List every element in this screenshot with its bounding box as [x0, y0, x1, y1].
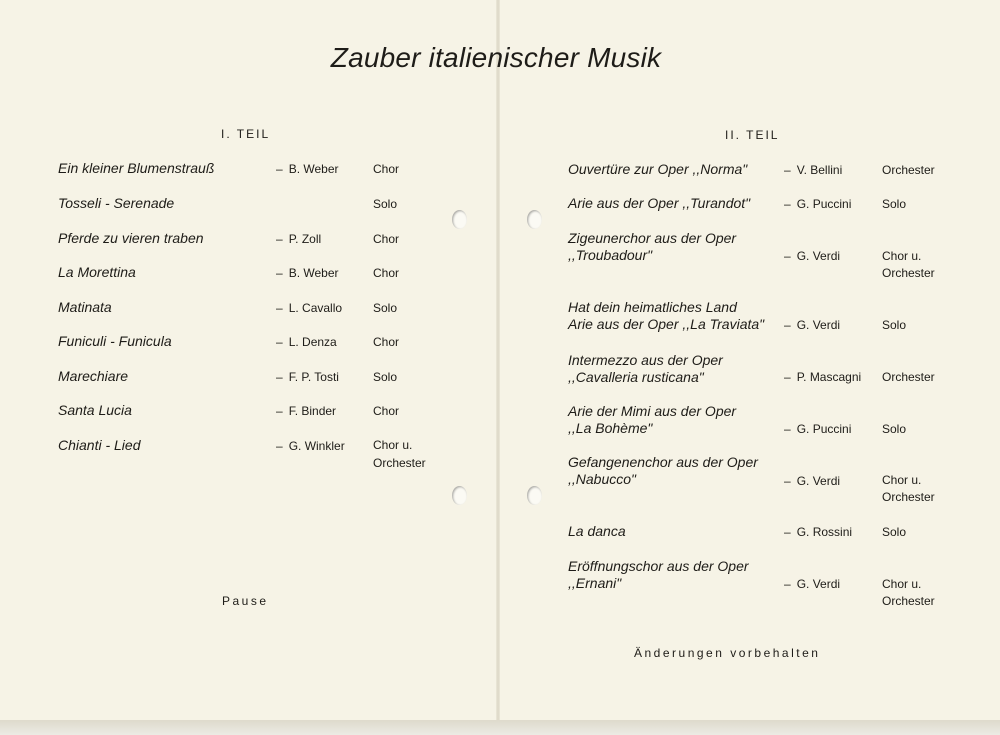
program-item-work: Ouvertüre zur Oper ,,Norma" — [568, 161, 748, 177]
program-item-composer: – L. Cavallo — [276, 301, 343, 315]
center-fold — [496, 0, 500, 720]
program-item-type: Orchester — [882, 163, 935, 177]
page-title: Zauber italienischer Musik — [330, 42, 662, 73]
program-item-type: Chor u. — [882, 577, 922, 591]
program-item-composer: – F. Binder — [276, 404, 337, 418]
program-item-work-line2: ,,Ernani" — [568, 575, 622, 591]
program-item-composer: – G. Verdi — [784, 474, 841, 488]
program-item-type: Chor — [373, 266, 400, 280]
program-item-composer: – G. Verdi — [784, 577, 841, 591]
program-item-work: Matinata — [58, 299, 112, 315]
program-item-work: La danca — [568, 523, 626, 539]
program-item-type: Solo — [373, 370, 398, 384]
program-item-type-line2: Orchester — [882, 490, 935, 504]
punch-hole — [527, 210, 542, 229]
program-item-type: Solo — [882, 197, 907, 211]
program-item-work: Santa Lucia — [58, 402, 132, 418]
program-item-work: Intermezzo aus der Oper — [568, 352, 723, 368]
program-item-work: Marechiare — [58, 368, 129, 384]
program-item-work-line2: ,,La Bohème" — [568, 420, 653, 436]
program-item-type: Chor — [373, 404, 400, 418]
program-item-type: Orchester — [882, 370, 935, 384]
program-item-work: Zigeunerchor aus der Oper — [568, 230, 737, 246]
program-item-work: Eröffnungschor aus der Oper — [568, 558, 749, 574]
program-item-work-line2: Arie aus der Oper ,,La Traviata" — [568, 316, 765, 332]
program-item-composer: – G. Verdi — [784, 318, 841, 332]
program-item-composer: – G. Winkler — [276, 439, 345, 453]
program-item-composer: – G. Puccini — [784, 422, 852, 436]
program-item-composer: – G. Rossini — [784, 525, 853, 539]
program-item-work: Arie der Mimi aus der Oper — [568, 403, 737, 419]
program-item-work-line2: ,,Nabucco" — [568, 471, 637, 487]
program-item-type: Solo — [882, 525, 907, 539]
program-item-type: Chor u. — [882, 249, 922, 263]
punch-hole — [452, 210, 467, 229]
program-item-work: Ein kleiner Blumenstrauß — [58, 160, 215, 176]
program-item-type-line2: Orchester — [882, 594, 935, 608]
program-item-composer: – V. Bellini — [784, 163, 843, 177]
program-item-type: Solo — [882, 422, 907, 436]
scan-edge — [0, 720, 1000, 735]
program-item-work: Hat dein heimatliches Land — [568, 299, 737, 315]
program-item-composer: – B. Weber — [276, 266, 339, 280]
punch-hole — [527, 486, 542, 505]
program-item-work: Arie aus der Oper ,,Turandot" — [568, 195, 751, 211]
program-item-work: La Morettina — [58, 264, 136, 280]
part2-heading: II. TEIL — [725, 128, 780, 142]
program-item-work-line2: ,,Cavalleria rusticana" — [568, 369, 704, 385]
program-item-type: Solo — [882, 318, 907, 332]
program-item-composer: – G. Puccini — [784, 197, 852, 211]
pause-label: Pause — [222, 594, 269, 608]
program-item-composer: – L. Denza — [276, 335, 337, 349]
program-item-composer: – F. P. Tosti — [276, 370, 339, 384]
program-item-work-line2: ,,Troubadour" — [568, 247, 653, 263]
program-item-type: Chor u. — [882, 473, 922, 487]
program-item-work: Tosseli - Serenade — [58, 195, 175, 211]
program-item-type: Solo — [373, 301, 398, 315]
program-item-type-line2: Orchester — [373, 456, 426, 470]
punch-hole — [452, 486, 467, 505]
changes-reserved-note: Änderungen vorbehalten — [634, 646, 821, 660]
program-item-composer: – P. Mascagni — [784, 370, 862, 384]
program-item-work: Funiculi - Funicula — [58, 333, 172, 349]
program-item-composer: – P. Zoll — [276, 232, 322, 246]
program-item-type-line2: Orchester — [882, 266, 935, 280]
program-item-work: Pferde zu vieren traben — [58, 230, 204, 246]
program-item-type: Chor — [373, 162, 400, 176]
part1-heading: I. TEIL — [221, 127, 271, 141]
program-item-type: Chor u. — [373, 438, 413, 452]
program-item-type: Chor — [373, 232, 400, 246]
program-item-work: Gefangenenchor aus der Oper — [568, 454, 758, 470]
program-item-composer: – G. Verdi — [784, 249, 841, 263]
program-item-work: Chianti - Lied — [58, 437, 141, 453]
program-item-composer: – B. Weber — [276, 162, 339, 176]
program-item-type: Chor — [373, 335, 400, 349]
program-item-type: Solo — [373, 197, 398, 211]
